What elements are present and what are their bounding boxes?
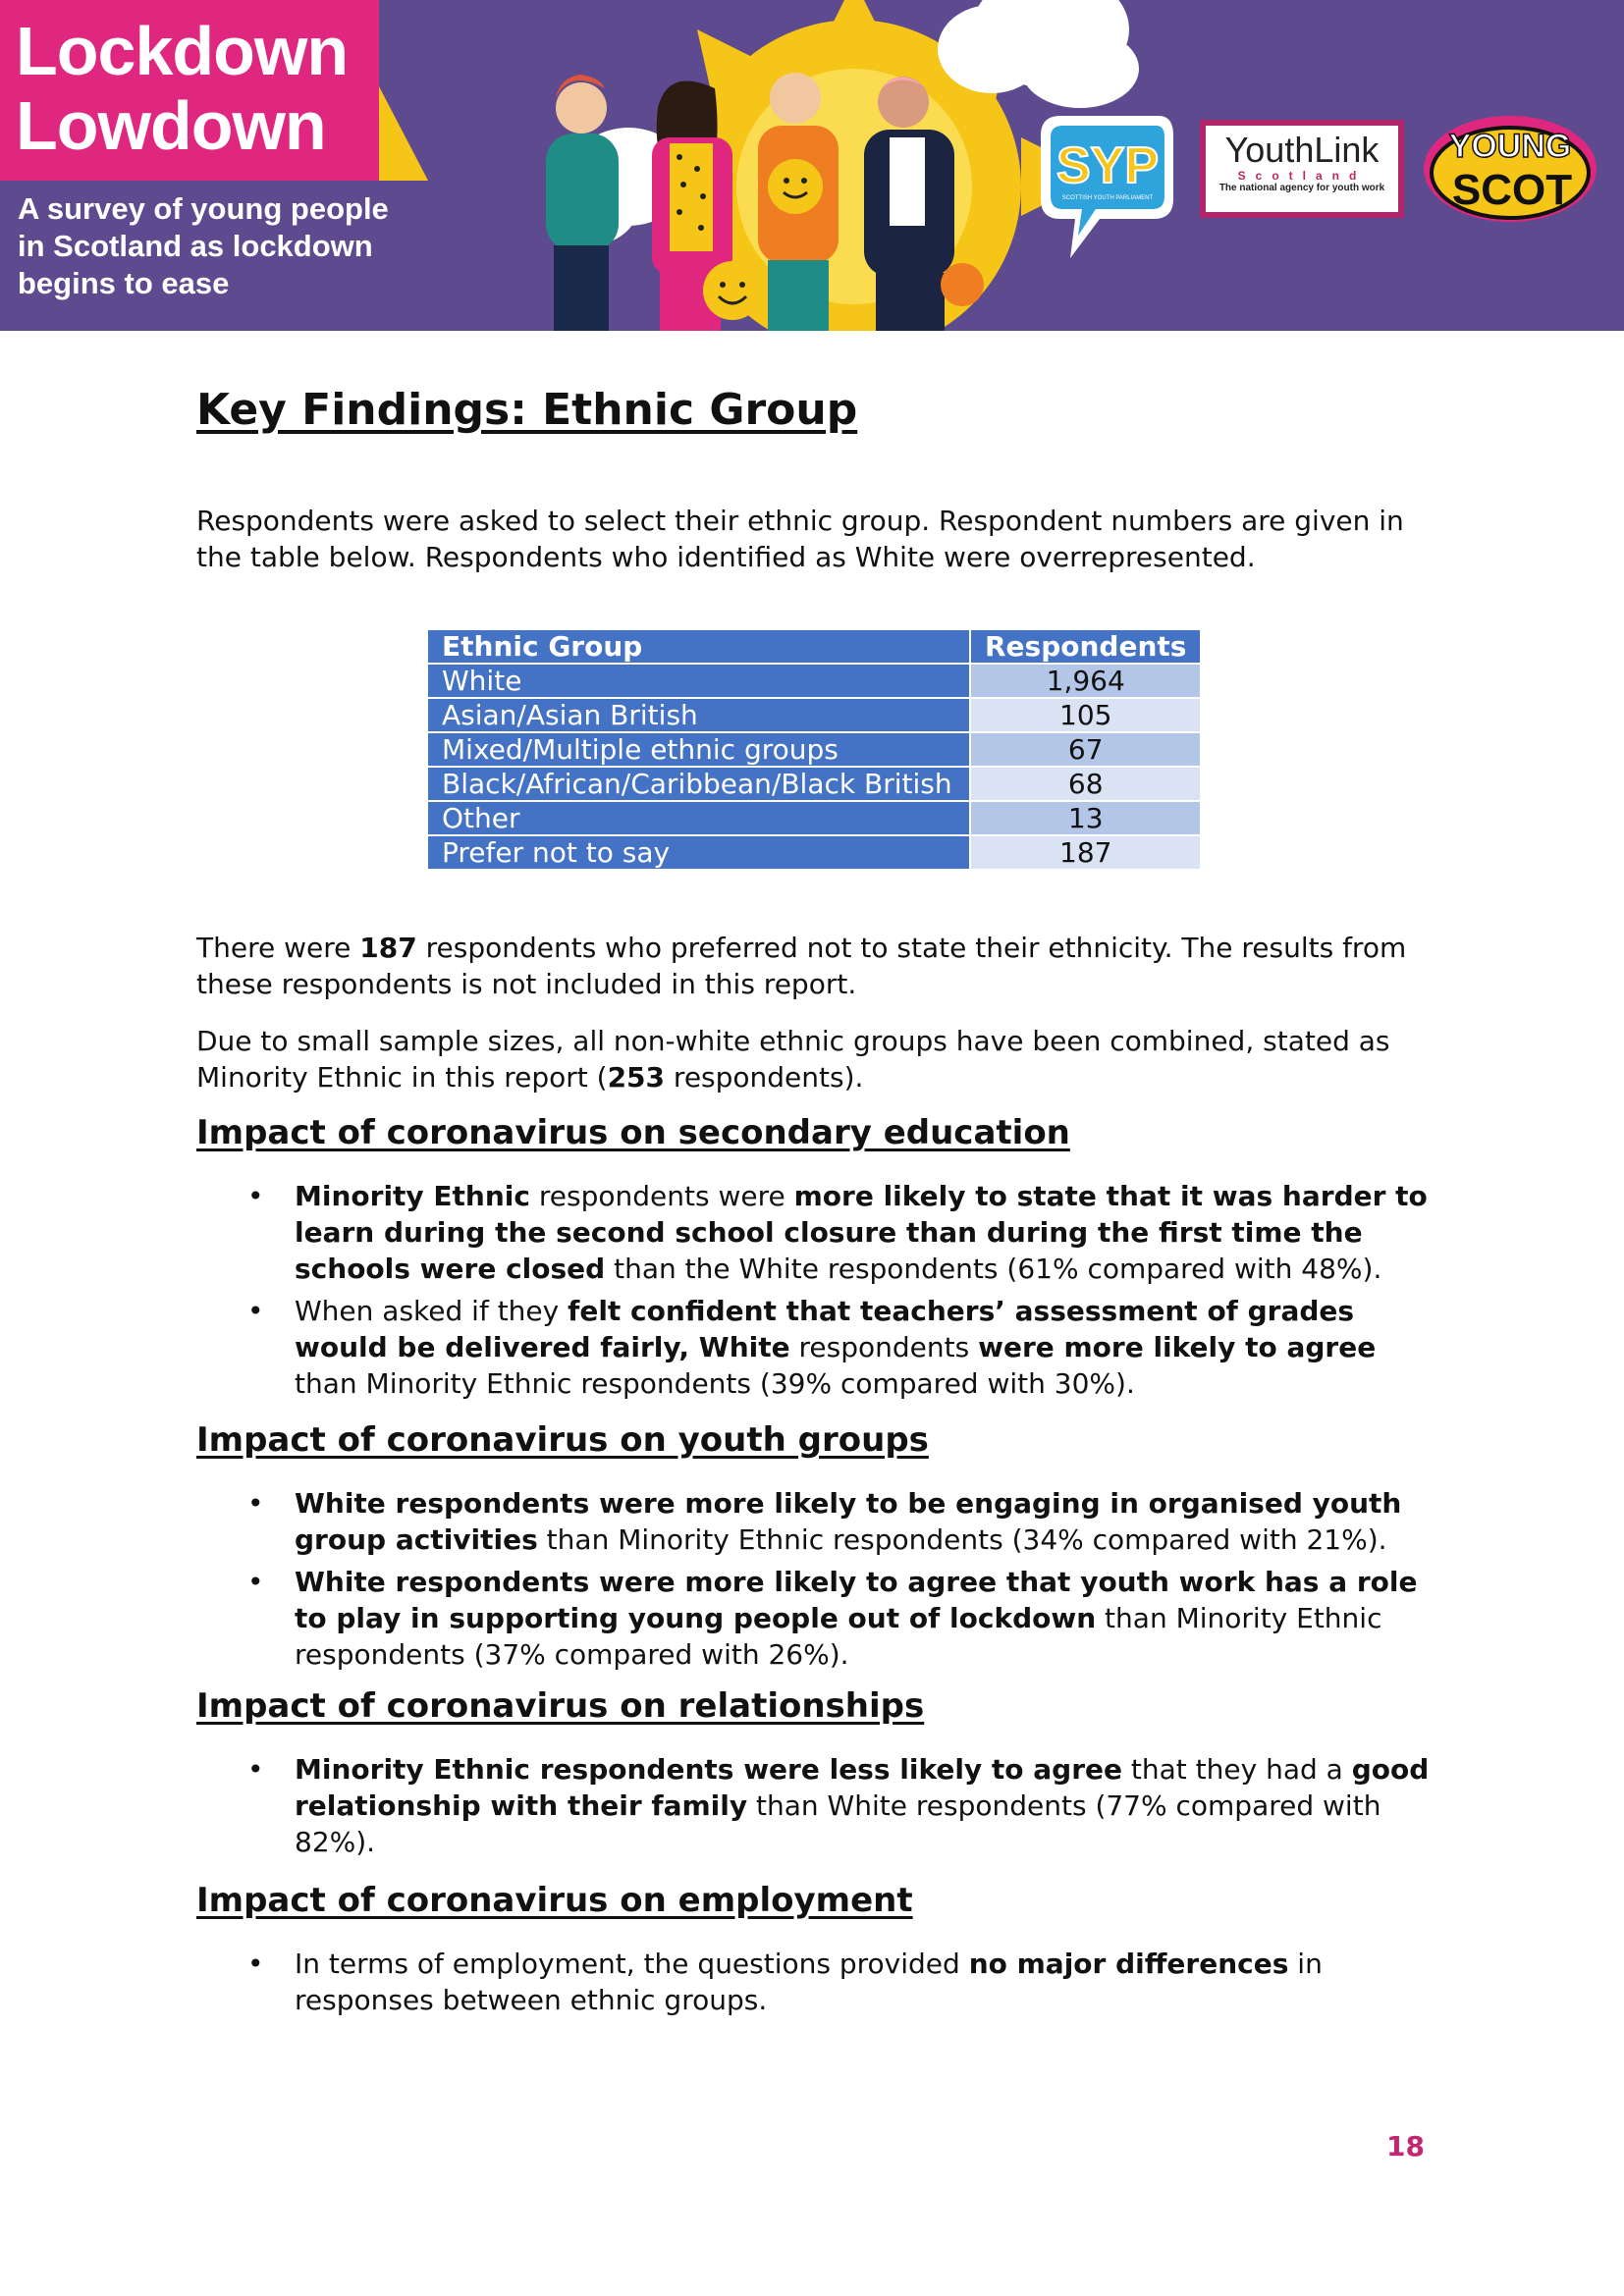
young-scot-logo-line1: YOUNG [1448, 128, 1572, 165]
banner-subtitle-line3: begins to ease [18, 266, 230, 300]
table-header-ethnic-group: Ethnic Group [427, 629, 970, 664]
syp-logo-text: SYP [1056, 137, 1160, 194]
text-run: There were [196, 932, 360, 964]
syp-logo [1031, 106, 1178, 263]
table-row [427, 767, 1201, 801]
table-cell-count: 1,964 [970, 664, 1201, 698]
bold-run: were more likely to agree [978, 1331, 1377, 1363]
banner-title [16, 14, 348, 163]
banner-subtitle-line1: A survey of young people [18, 191, 389, 226]
bullet-icon: • [247, 1753, 264, 1786]
bold-run: felt confident that teachers’ assessment of grades would be delivered fairly, White [295, 1295, 1355, 1363]
syp-logo-small-text: SCOTTISH YOUTH PARLIAMENT [1061, 195, 1154, 201]
ethnic-group-table [426, 628, 1202, 871]
bold-run: good relationship with their family [295, 1753, 1430, 1822]
bullet-icon: • [247, 1180, 264, 1212]
youthlink-logo [1200, 120, 1404, 218]
section-heading-employment: Impact of coronavirus on employment [196, 1881, 913, 1920]
text-run: than Minority Ethnic respondents (39% compared with 30%). [295, 1367, 1135, 1400]
table-row [427, 664, 1201, 698]
bullet-icon: • [247, 1566, 264, 1598]
table-cell-group: Asian/Asian British [427, 698, 970, 732]
bold-count: 187 [359, 932, 417, 964]
bullet-list-youth-groups [196, 1485, 1434, 1679]
page-title: Key Findings: Ethnic Group [196, 385, 858, 435]
header-banner [0, 0, 1624, 331]
section-heading-relationships: Impact of coronavirus on relationships [196, 1686, 925, 1726]
table-cell-count: 68 [970, 767, 1201, 801]
list-item [196, 1751, 1434, 1860]
banner-title-line2: Lowdown [16, 87, 326, 164]
table-row [427, 801, 1201, 835]
bold-run: more likely to state that it was harder to learn during the second school closure than during the first time the schools were closed [295, 1180, 1428, 1285]
text-run: respondents who preferred not to state their ethnicity. The results from these respondents is not included in this report. [196, 932, 1407, 1000]
table-cell-count: 67 [970, 732, 1201, 767]
text-run: than Minority Ethnic respondents (37% compared with 26%). [295, 1602, 1382, 1671]
text-run: respondents were [530, 1180, 794, 1212]
table-cell-group: Other [427, 801, 970, 835]
table-cell-count: 187 [970, 835, 1201, 870]
youthlink-logo-main: YouthLink [1224, 130, 1380, 170]
bold-run: White respondents were more likely to be engaging in organised youth group activities [295, 1487, 1402, 1556]
prefer-not-to-say-paragraph [196, 930, 1434, 1002]
table-header-respondents: Respondents [970, 629, 1201, 664]
page-number: 18 [1386, 2130, 1425, 2163]
bold-count: 253 [607, 1061, 666, 1094]
bullet-list-secondary-education [196, 1178, 1434, 1408]
text-run: respondents [789, 1331, 979, 1363]
banner-title-line1: Lockdown [16, 13, 349, 89]
bullet-list-employment [196, 1946, 1434, 2024]
intro-paragraph: Respondents were asked to select their ethnic group. Respondent numbers are given in the table below. Respondents who identified as White were overrepresented. [196, 505, 1404, 573]
section-heading-youth-groups: Impact of coronavirus on youth groups [196, 1420, 929, 1460]
bullet-icon: • [247, 1295, 264, 1327]
bold-run: Minority Ethnic respondents were less likely to agree [295, 1753, 1123, 1786]
table-cell-group: Mixed/Multiple ethnic groups [427, 732, 970, 767]
youthlink-logo-tagline: The national agency for youth work [1218, 183, 1385, 193]
text-run: Due to small sample sizes, all non-white ethnic groups have been combined, stated as Minority Ethnic in this report ( [196, 1025, 1390, 1094]
list-item [196, 1946, 1434, 2018]
banner-accent-triangle [379, 86, 428, 181]
young-scot-logo-line2: SCOT [1451, 166, 1573, 214]
bold-run: White respondents were more likely to agree that youth work has a role to play in supporting young people out of lockdown [295, 1566, 1418, 1634]
text-run: that they had a [1122, 1753, 1352, 1786]
bold-run: Minority Ethnic [295, 1180, 530, 1212]
text-run: than the White respondents (61% compared with 48%). [605, 1253, 1382, 1285]
table-row [427, 835, 1201, 870]
list-item [196, 1293, 1434, 1402]
text-run: in responses between ethnic groups. [295, 1948, 1323, 2016]
text-run: In terms of employment, the questions provided [295, 1948, 969, 1980]
banner-subtitle [18, 190, 389, 302]
bullet-list-relationships [196, 1751, 1434, 1866]
table-cell-group: White [427, 664, 970, 698]
table-row [427, 698, 1201, 732]
table-cell-group: Prefer not to say [427, 835, 970, 870]
list-item [196, 1485, 1434, 1558]
table-cell-group: Black/African/Caribbean/Black British [427, 767, 970, 801]
section-heading-secondary-education: Impact of coronavirus on secondary education [196, 1113, 1070, 1152]
text-run: than White respondents (77% compared with 82%). [295, 1789, 1381, 1858]
text-run: When asked if they [295, 1295, 568, 1327]
table-cell-count: 13 [970, 801, 1201, 835]
text-run: respondents). [665, 1061, 864, 1094]
sample-size-paragraph [196, 1023, 1434, 1095]
banner-subtitle-line2: in Scotland as lockdown [18, 229, 373, 263]
youthlink-logo-scotland: Scotland [1237, 169, 1367, 183]
table-row [427, 732, 1201, 767]
list-item [196, 1178, 1434, 1287]
list-item [196, 1564, 1434, 1673]
bold-run: no major differences [968, 1948, 1289, 1980]
text-run: than Minority Ethnic respondents (34% compared with 21%). [537, 1523, 1387, 1556]
table-cell-count: 105 [970, 698, 1201, 732]
bullet-icon: • [247, 1487, 264, 1520]
table-header-row [427, 629, 1201, 664]
young-people-illustration [511, 59, 1021, 331]
young-scot-logo [1422, 114, 1598, 224]
bullet-icon: • [247, 1948, 264, 1980]
